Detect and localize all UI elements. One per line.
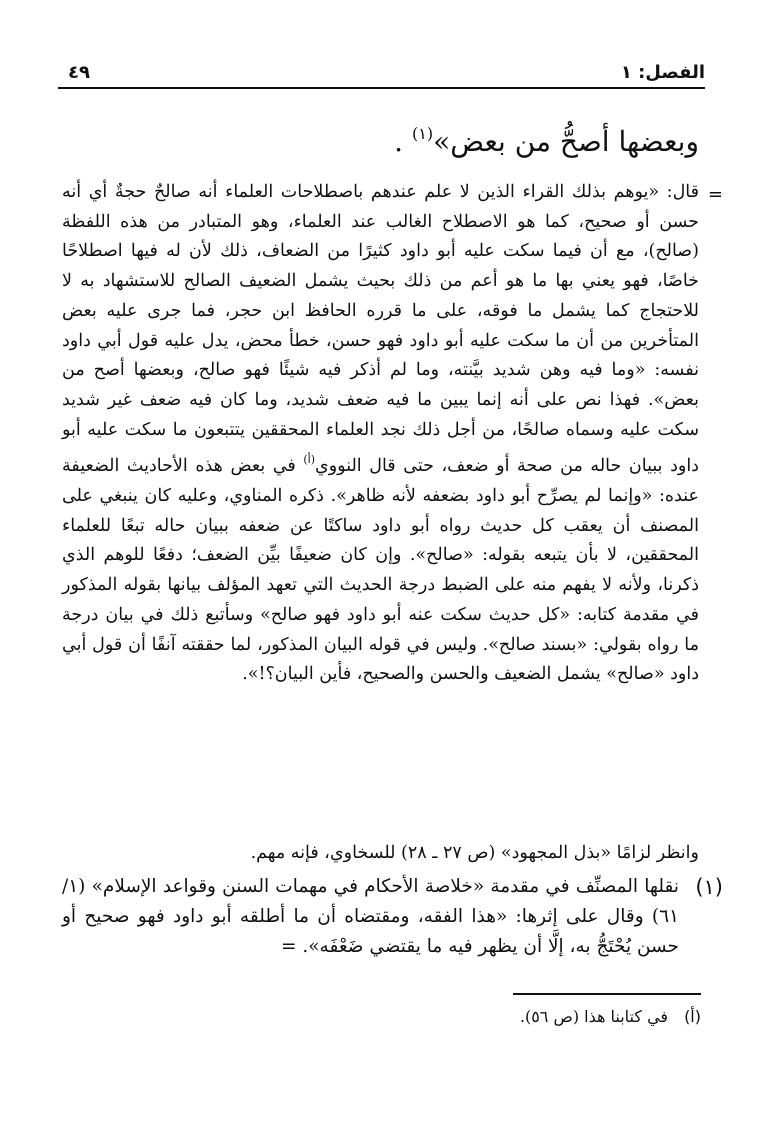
footnote-continuation-mark: = [280,936,297,957]
main-text-line: وبعضها أصحُّ من بعض» [433,125,699,158]
commentary-paragraph [62,178,699,690]
header-rule [58,87,705,89]
editor-note-ref[interactable]: (أ) [303,453,315,467]
editor-note [520,1004,701,1030]
page-number: ٤٩ [68,61,90,83]
commentary-block [62,178,723,690]
editor-note-number: (أ) [684,1007,701,1026]
commentary-text-2: في بعض هذه الأحاديث الضعيفة عنده: «وإنما لم يصرِّح أبو داود بضعفه لأنه ظاهر». ذكره المناوي، وعليه كان ينبغي على المصنف أن يعقب كل حديث رواه أبو داود ساكتًا عن ضعفه ببيان حاله تبعًا للعلماء المحققين، لا بأن يتبعه بقوله: «صالح». وإن كان ضعيفًا بيِّن الضعف؛ دفعًا للوهم الذي ذكرنا، ولأنه لا يفهم منه على الضبط درجة الحديث التي تعهد المؤلف بيانها بقوله المذكور في مقدمة كتابه: «كل حديث سكت عنه أبو داود فهو صالح» وسأتبع ذلك في بيان درجة ما رواه بقولي: «بسند صالح». وليس في قوله البيان المذكور، لما حققته آنفًا أن قول أبي داود «صالح» يشمل الضعيف والحسن والصحيح، فأين البيان؟!». [62,456,699,685]
footnote-text: نقلها المصنِّف في مقدمة «خلاصة الأحكام في مهمات السنن وقواعد الإسلام» (١/ ٦١) وقال على إثرها: «هذا الفقه، ومقتضاه أن ما أطلقه أبو داود فهو صحيح أو حسن يُحْتَجُّ به، إلَّا أن يظهر فيه ما يقتضي ضَعْفَه». [62,876,679,957]
commentary-text-1: قال: «يوهم بذلك القراء الذين لا علم عندهم باصطلاحات العلماء أنه صالحٌ حجةٌ أي أنه حسن أو صحيح، كما هو الاصطلاح الغالب عند العلماء، وهو المتبادر من هذه اللفظة (صالح)، مع أن فيما سكت عليه أبو داود كثيرًا من الضعاف، ذلك لأن له فيها اصطلاحًا خاصًا، فهو يعني بها ما هو أعم من ذلك بحيث يشمل الضعيف الصالح للاستشهاد به لا للاحتجاج كما يشمل ما فوقه، على ما قرره الحافظ ابن حجر، فما جرى عليه بعض المتأخرين من أن ما سكت عليه أبو داود فهو حسن، خطأ محض، يدل عليه قول أبي داود نفسه: «وما فيه وهن شديد بيَّنته، وما لم أذكر فيه شيئًا فهو صالح، وبعضها أصح من بعض». فهذا نص على أنه إنما يبين ما فيه ضعف شديد، وما كان فيه ضعف غير شديد سكت عليه وسماه صالحًا، من أجل ذلك نجد العلماء المحققين يتتبعون ما سكت عليه أبو داود ببيان حاله من صحة أو ضعف، حتى قال النووي [62,182,699,477]
footnote-body [62,872,679,962]
see-also-note: وانظر لزامًا «بذل المجهود» (ص ٢٧ ـ ٢٨) للسخاوي، فإنه مهم. [250,843,699,863]
footnote-ref[interactable]: (١) [411,124,434,143]
main-text [394,112,699,164]
editor-note-text: في كتابنا هذا (ص ٥٦). [519,1007,669,1026]
chapter-label: الفصل: ١ [620,61,705,83]
running-header [68,58,705,86]
footnote [62,872,723,962]
continuation-marker: = [707,184,723,205]
main-text-end: . [394,125,404,158]
footnote-number: (١) [695,875,723,899]
footnote-rule [513,993,701,995]
